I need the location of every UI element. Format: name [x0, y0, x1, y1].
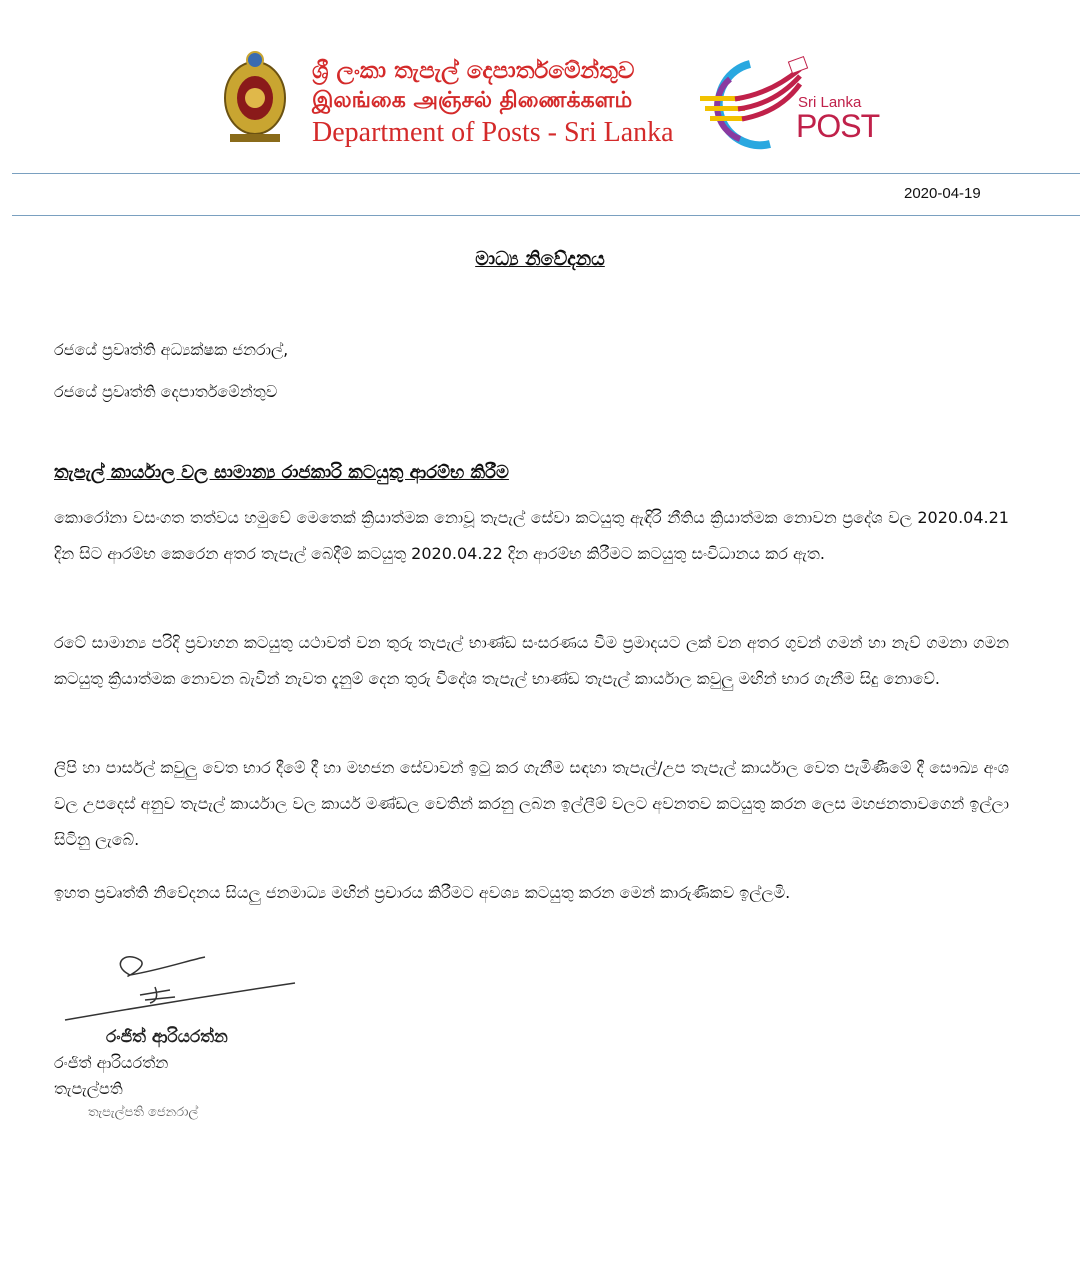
post-swirl-icon [700, 54, 810, 154]
department-title [312, 56, 674, 150]
sri-lanka-post-logo [700, 54, 880, 154]
divider [12, 173, 1080, 174]
signature-stamp-role: තැපැල්පති ජෙනරාල් [88, 1105, 199, 1120]
divider [12, 215, 1080, 216]
paragraph: රටේ සාමාන්‍ය පරිදි ප්‍රවාහන කටයුතු යථාවත් වන තුරු තැපැල් භාණ්ඩ සංසරණය වීම ප්‍රමාදයට ලක් වන අතර ගුවන් ගමන් හා නැව් ගමනා ගමන කටයුතු ක්‍රියාත්මක නොවන බැවින් නැවත දැනුම් දෙන තුරු විදේශ තැපැල් භාණ්ඩ තැපැල් කාර්යාල කවුලු මඟින් භාර ගැනීම සිදු නොවේ. [54, 633, 1009, 688]
document-title: මාධ්‍ය නිවේදනය [475, 248, 605, 270]
signature-stamp-name: රංජිත් ආරියරත්න [106, 1027, 228, 1047]
title-english: Department of Posts - Sri Lanka [312, 117, 674, 148]
logo-text-sri-lanka: Sri Lanka [798, 94, 862, 111]
handwritten-signature [60, 945, 300, 1025]
date: 2020-04-19 [904, 185, 981, 202]
paragraph: කොරෝනා වසංගත තත්වය හමුවේ මෙතෙක් ක්‍රියාත්මක නොවූ තැපැල් සේවා කටයුතු ඇඳිරි නීතිය ක්‍රියාත්මක නොවන ප්‍රදේශ වල 2020.04.21 දින සිට ආරම්භ කෙරෙන අතර තැපැල් බෙදීම් කටයුතු 2020.04.22 දින ආරම්භ කිරීමට කටයුතු සංවිධානය කර ඇත. [54, 508, 1009, 563]
title-tamil: இலங்கை அஞ்சல் திணைக்களம் [312, 88, 633, 113]
paragraph: ලිපි හා පාර්සල් කවුලු වෙත භාර දීමේ දී හා මහජන සේවාවන් ඉටු කර ගැනීම සඳහා තැපැල්/උප තැපැල් කාර්යාල වෙත පැමිණීමේ දී සෞඛ්‍ය අංශ වල උපදෙස් අනුව තැපැල් කාර්යාල වල කාර්ය මණ්ඩල වෙතින් කරනු ලබන ඉල්ලීම් වලට අවනතව කටයුතු කරන ලෙස මහජනතාවගෙන් ඉල්ලා සිටිනු ලැබේ. [54, 758, 1009, 849]
addressee-line: රජයේ ප්‍රවෘත්ති අධ්‍යක්ෂක ජනරාල්, [54, 340, 289, 359]
signatory-role: තැපැල්පති [54, 1079, 123, 1098]
subject-heading: තැපැල් කාර්යාල වල සාමාන්‍ය රාජකාරි කටයුතු ආරම්භ කිරීම [54, 462, 509, 483]
logo-text-post: POST [796, 108, 880, 144]
sri-lanka-emblem-icon [220, 50, 290, 145]
title-sinhala: ශ්‍රී ලංකා තැපැල් දෙපාර්තමේන්තුව [312, 58, 635, 84]
paragraph: ඉහත ප්‍රවෘත්ති නිවේදනය සියලු ජනමාධ්‍ය මඟින් ප්‍රචාරය කිරීමට අවශ්‍ය කටයුතු කරන මෙන් කාරුණිකව ඉල්ලමි. [54, 883, 791, 902]
addressee-line: රජයේ ප්‍රවෘත්ති දෙපාර්තමේන්තුව [54, 382, 278, 401]
letterhead [0, 40, 1080, 160]
signatory-name: රංජිත් ආරියරත්න [54, 1053, 169, 1072]
